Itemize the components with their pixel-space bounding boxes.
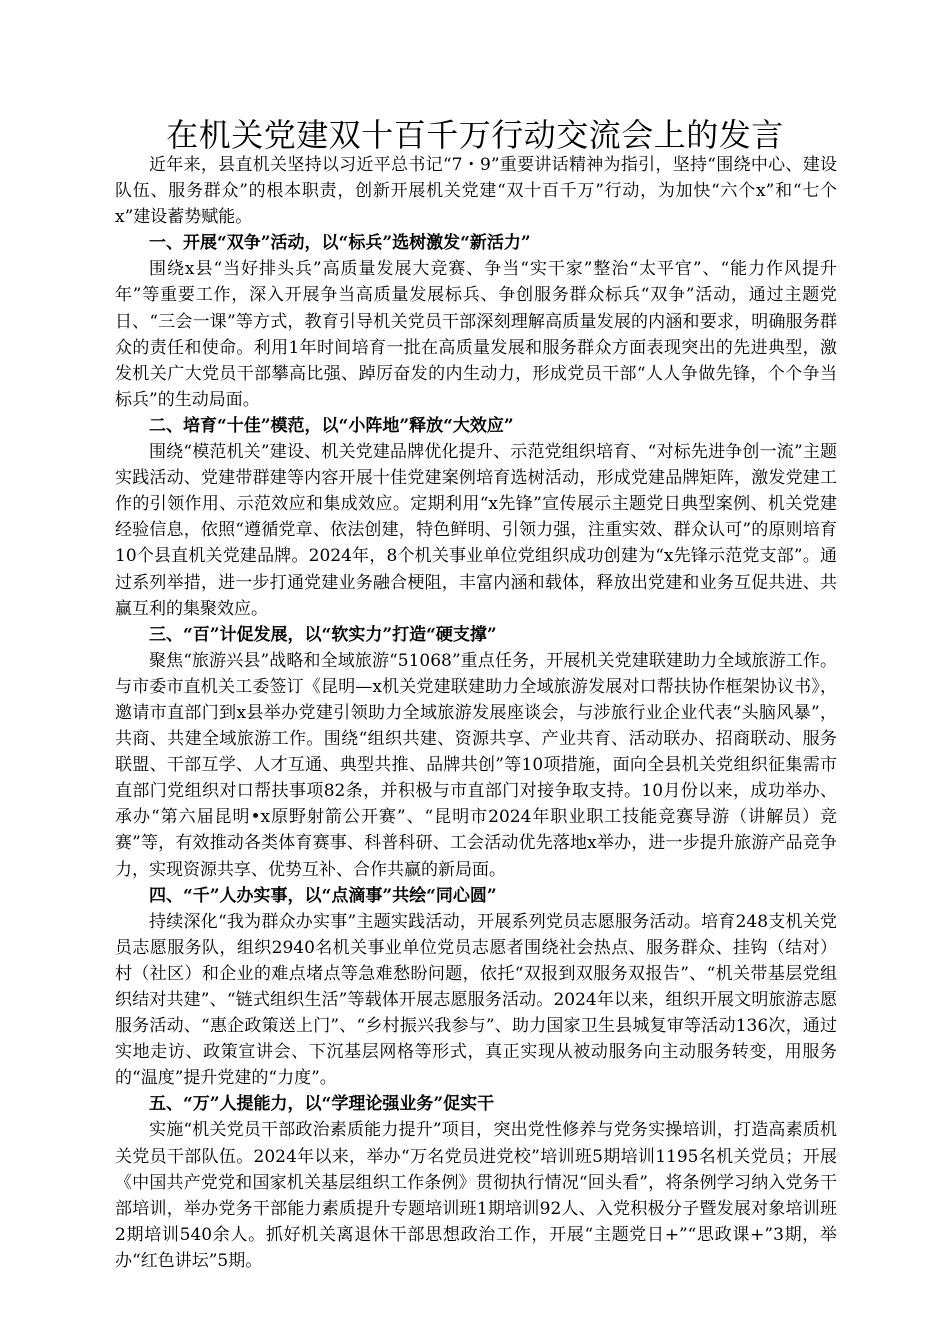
section-4-body: 持续深化“我为群众办实事”主题实践活动，开展系列党员志愿服务活动。培育248支机关党员志愿服务队，组织2940名机关事业单位党员志愿者围绕社会热点、服务群众、挂钩（结对）村（社区）和企业的难点堵点等急难愁盼问题，依托“双报到双服务双报告”、“机关带基层党组织结对共建”、“链式组织生活”等载体开展志愿服务活动。2024年以来，组织开展文明旅游志愿服务活动、“惠企政策送上门”、“乡村振兴我参与”、助力国家卫生县城复审等活动136次，通过实地走访、政策宣讲会、下沉基层网格等形式，真正实现从被动服务向主动服务转变，用服务的“温度”提升党建的“力度”。 [115, 911, 837, 1089]
section-2-body: 围绕“模范机关”建设、机关党建品牌优化提升、示范党组织培育、“对标先进争创一流”主题实践活动、党建带群建等内容开展十佳党建案例培育选树活动，形成党建品牌矩阵，激发党建工作的引领作用、示范效应和集成效应。定期利用“x先锋”宣传展示主题党日典型案例、机关党建经验信息，依照“遵循党章、依法创建，特色鲜明、引领力强，注重实效、群众认可”的原则培育10个县直机关党建品牌。2024年，8个机关事业单位党组织成功创建为“x先锋示范党支部”。通过系列举措，进一步打通党建业务融合梗阻，丰富内涵和载体，释放出党建和业务互促共进、共赢互利的集聚效应。 [115, 442, 837, 619]
section-4-heading: 四、“千”人办实事，以“点滴事”共绘“同心圆” [149, 885, 497, 906]
section-2-heading: 二、培育“十佳”模范，以“小阵地”释放“大效应” [149, 415, 514, 436]
intro-paragraph: 近年来，县直机关坚持以习近平总书记“7・9”重要讲话精神为指引，坚持“围绕中心、建设队伍、服务群众”的根本职责，创新开展机关党建“双十百千万”行动，为加快“六个x”和“七个x”建设蓄势赋能。 [115, 155, 837, 228]
section-1-body: 围绕x县“当好排头兵”高质量发展大竞赛、争当“实干家”整治“太平官”、“能力作风提升年”等重要工作，深入开展争当高质量发展标兵、争创服务群众标兵“双争”活动，通过主题党日、“三会一课”等方式，教育引导机关党员干部深刻理解高质量发展的内涵和要求，明确服务群众的责任和使命。利用1年时间培育一批在高质量发展和服务群众方面表现突出的先进典型，激发机关广大党员干部攀高比强、踔厉奋发的内生动力，形成党员干部“人人争做先锋，个个争当标兵”的生动局面。 [115, 259, 837, 410]
document-title: 在机关党建双十百千万行动交流会上的发言 [166, 116, 784, 154]
document-body [115, 152, 837, 1274]
section-5-heading: 五、“万”人提能力，以“学理论强业务”促实干 [149, 1094, 495, 1115]
section-3-body: 聚焦“旅游兴县”战略和全域旅游“51068”重点任务，开展机关党建联建助力全域旅游工作。与市委市直机关工委签订《昆明—x机关党建联建助力全域旅游发展对口帮扶协作框架协议书》，邀请市直部门到x县举办党建引领助力全域旅游发展座谈会，与涉旅行业企业代表“头脑风暴”，共商、共建全域旅游工作。围绕“组织共建、资源共享、产业共育、活动联办、招商联动、服务联盟、干部互学、人才互通、典型共推、品牌共创”等10项措施，面向全县机关党组织征集需市直部门党组织对口帮扶事项82条，并积极与市直部门对接争取支持。10月份以来，成功举办、承办“第六届昆明•x原野射箭公开赛”、“昆明市2024年职业职工技能竞赛导游（讲解员）竞赛”等，有效推动各类体育赛事、科普科研、工会活动优先落地x举办，进一步提升旅游产品竞争力，实现资源共享、优势互补、合作共赢的新局面。 [115, 650, 837, 880]
section-5-body: 实施“机关党员干部政治素质能力提升”项目，突出党性修养与党务实操培训，打造高素质机关党员干部队伍。2024年以来，举办“万名党员进党校”培训班5期培训1195名机关党员；开展《中国共产党党和国家机关基层组织工作条例》贯彻执行情况“回头看”，将条例学习纳入党务干部培训，举办党务干部能力素质提升专题培训班1期培训92人、入党积极分子暨发展对象培训班2期培训540余人。抓好机关离退休干部思想政治工作，开展“主题党日+”“思政课+”3期，举办“红色讲坛”5期。 [115, 1120, 837, 1271]
section-1-heading: 一、开展“双争”活动，以“标兵”选树激发“新活力” [149, 233, 531, 254]
section-3-heading: 三、“百”计促发展，以“软实力”打造“硬支撑” [149, 624, 497, 645]
